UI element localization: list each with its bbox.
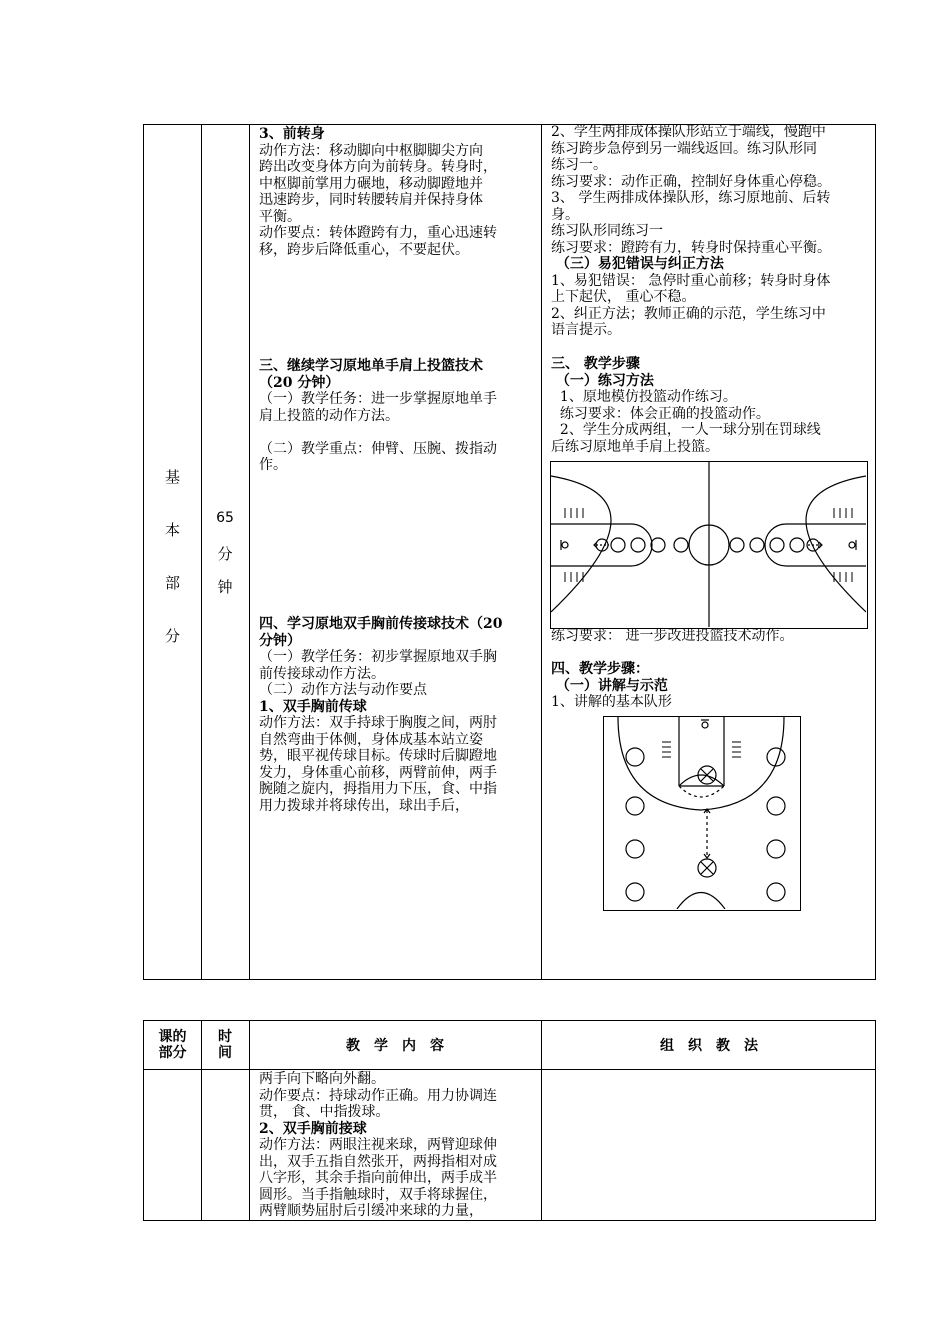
text-line: 练习要求：体会正确的投篮动作。 [551,405,770,422]
content-block [259,126,539,258]
text-line: 练习跨步急停到另一端线返回。练习队形同 [551,140,817,157]
text-line: （一）教学任务：初步掌握原地双手胸 [259,649,497,665]
organization-block [551,356,877,455]
section-heading: 四、教学步骤： [551,661,649,677]
teaching-content-continued [259,1070,539,1220]
header-content: 教 学 内 容 [346,1038,444,1054]
text-line: 2、学生分成两组，一人一球分别在罚球线 [551,422,821,438]
time-value: 65 [216,510,234,526]
part-label [144,466,201,678]
header-time-line: 时 [218,1029,232,1045]
text-line: 肩上投篮的动作方法。 [259,407,399,424]
text-line: 3、 学生两排成体操队形，练习原地前、后转 [551,190,831,206]
section-heading: （三）易犯错误与纠正方法 [551,256,724,272]
section-heading: 三、 教学步骤 [551,356,640,372]
section-heading: （20 分钟） [259,374,340,391]
text-line: 前传接球动作方法。 [259,665,385,682]
text-line: 移，跨步后降低重心，不要起伏。 [259,241,469,258]
text-line: 腕随之旋内，拇指用力下压，食、中指 [259,781,497,797]
part-char: 部 [164,574,180,592]
text-line: 平衡。 [259,208,301,225]
text-line: 圆形。当手指触球时，双手将球握住， [259,1186,497,1203]
header-time [201,1029,249,1061]
section-heading: 三、继续学习原地单手肩上投篮技术 [259,358,483,374]
content-block [259,1071,539,1220]
text-line: 迅速跨步，同时转腰转肩并保持身体 [259,192,483,208]
text-line: 作。 [259,457,287,473]
full-court-diagram [550,461,868,629]
text-line: （二）动作方法与动作要点 [259,682,427,698]
text-line: 中枢脚前掌用力碾地，移动脚蹬地并 [259,175,483,192]
text-line: 出，双手五指自然张开，两拇指相对成 [259,1153,497,1170]
text-line: 1、讲解的基本队形 [551,694,672,710]
text-line: 2、纠正方法；教师正确的示范，学生练习中 [551,305,826,322]
part-char: 本 [164,521,180,539]
text-line: 跨出改变身体方向为前转身。转身时， [259,159,497,175]
header-part [144,1029,201,1061]
text-line [551,645,877,662]
part-char: 基 [164,468,180,486]
text-line: 1、原地模仿投篮动作练习。 [551,389,737,405]
text-line: 上下起伏， 重心不稳。 [551,289,696,305]
text-line: 后练习原地单手肩上投篮。 [551,438,719,455]
text-line: 动作方法：移动脚向中枢脚脚尖方向 [259,142,483,159]
text-line: 贯， 食、中指拨球。 [259,1104,390,1120]
text-line: 练习一。 [551,157,607,173]
text-line: 练习要求：动作正确，控制好身体重心停稳。 [551,173,831,190]
text-line: 身。 [551,206,579,223]
header-part-line: 课的 [158,1029,187,1045]
column-divider [541,125,542,979]
text-line: 两臂顺势屈肘后引缓冲来球的力量， [259,1203,483,1219]
text-line: （一）教学任务：进一步掌握原地单手 [259,391,497,407]
text-line: 练习队形同练习一 [551,223,663,239]
text-line: 动作方法：两眼注视来球，两臂迎球伸 [259,1137,497,1153]
organization-block [551,124,877,339]
section-heading: 3、前转身 [259,126,325,142]
text-line: 动作要点：持球动作正确。用力协调连 [259,1087,497,1104]
time-label [201,510,249,609]
text-line: 语言提示。 [551,322,621,338]
part-char: 分 [164,627,180,645]
section-heading: 四、学习原地双手胸前传接球技术（20 [259,616,503,632]
time-unit: 分 [217,545,233,563]
organization-block [551,628,877,711]
content-block [259,616,539,814]
column-divider [249,125,250,979]
text-line: 自然弯曲于体侧，身体成基本站立姿 [259,731,483,748]
section-heading: 1、双手胸前传球 [259,698,367,715]
text-line: 两手向下略向外翻。 [259,1071,385,1087]
lesson-table-continued [143,1020,876,1221]
half-court-formation-diagram [603,716,801,911]
text-line: 势，眼平视传球目标。传球时后脚蹬地 [259,748,497,764]
section-heading: 分钟） [259,632,301,649]
content-block [259,358,539,474]
text-line: 动作方法：双手持球于胸腹之间，两肘 [259,715,497,731]
text-line: 练习要求：蹬跨有力，转身时保持重心平衡。 [551,239,831,256]
header-part-line: 部分 [158,1045,187,1061]
text-line: 动作要点：转体蹬跨有力，重心迅速转 [259,225,497,241]
header-organization: 组 织 教 法 [660,1038,758,1054]
text-line: 练习要求： 进一步改进投篮技术动作。 [551,628,794,644]
teaching-content-column [259,126,539,976]
text-line: 发力，身体重心前移，两臂前伸，两手 [259,764,497,781]
section-heading: （一）练习方法 [551,372,654,389]
text-line: （二）教学重点：伸臂、压腕、拨指动 [259,440,497,457]
section-heading: （一）讲解与示范 [551,677,668,694]
text-line: 八字形，其余手指向前伸出，两手成半 [259,1170,497,1186]
text-line [259,424,539,441]
text-line: 1、易犯错误： 急停时重心前移；转身时身体 [551,272,831,289]
text-line: 2、学生两排成体操队形站立于端线，慢跑中 [551,124,826,140]
header-time-line: 间 [218,1045,232,1061]
time-unit: 钟 [217,578,233,596]
section-heading: 2、双手胸前接球 [259,1120,367,1137]
text-line: 用力拨球并将球传出，球出手后， [259,797,469,814]
